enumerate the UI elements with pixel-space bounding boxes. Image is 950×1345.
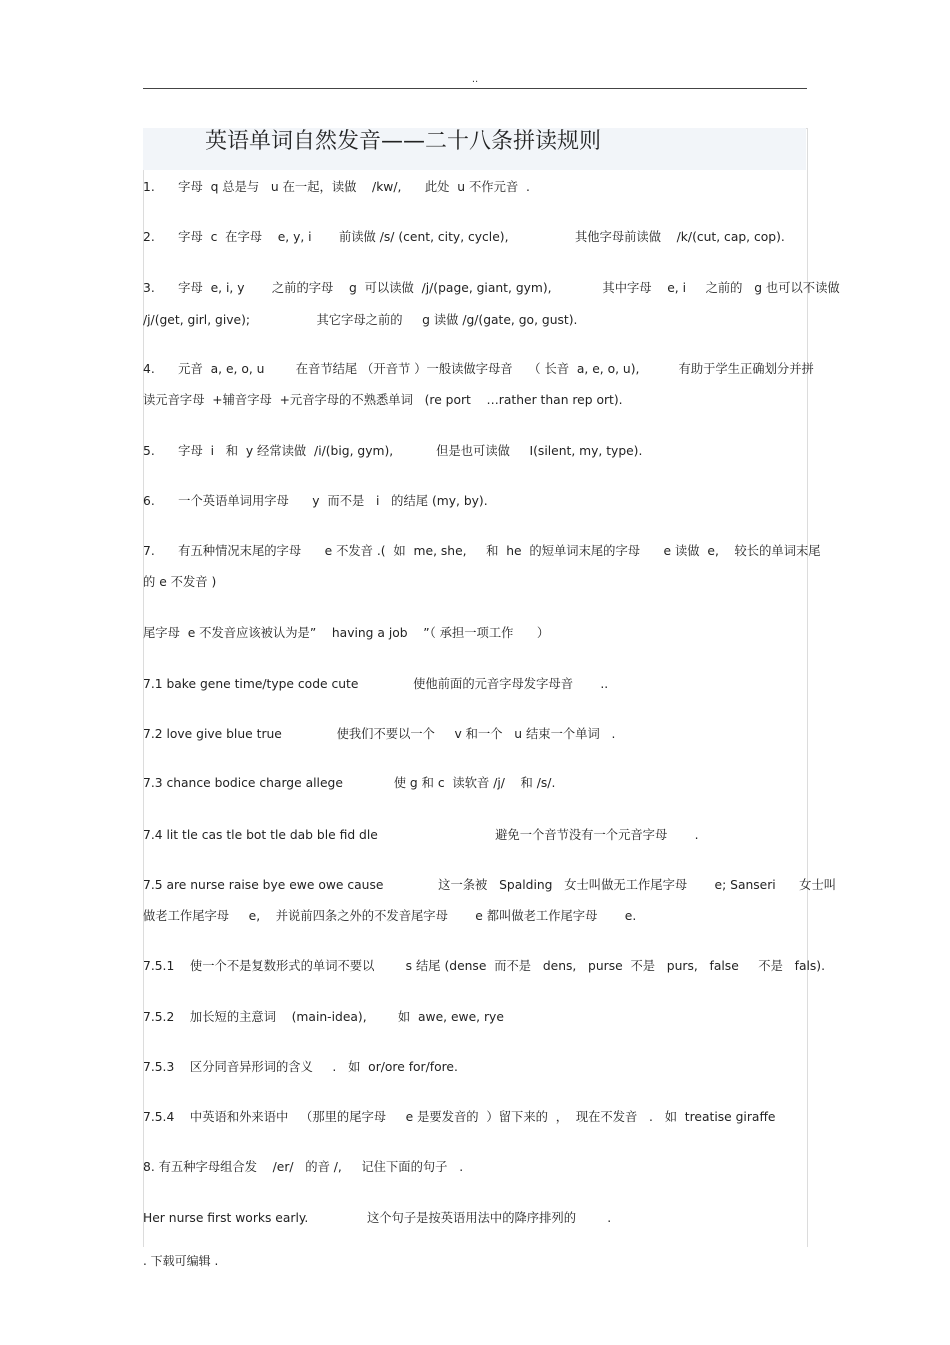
rule-line: 5. 字母 i 和 y 经常读做 /i/(big, gym), 但是也可读做 I(silent, my, type). bbox=[143, 444, 643, 458]
rule-line: 7.4 lit tle cas tle bot tle dab ble fid dle 避免一个音节没有一个元音字母 . bbox=[143, 828, 699, 842]
rule-line: 4. 元音 a, e, o, u 在音节结尾 （开音节 ）一般读做字母音 （ 长音 a, e, o, u), 有助于学生正确划分并拼 bbox=[143, 362, 814, 376]
rule-line: 8. 有五种字母组合发 /er/ 的音 /, 记住下面的句子 . bbox=[143, 1160, 464, 1174]
rule-line: 6. 一个英语单词用字母 y 而不是 i 的结尾 (my, by). bbox=[143, 494, 488, 508]
footer-note: . 下载可编辑 . bbox=[143, 1254, 219, 1268]
rule-line: 1. 字母 q 总是与 u 在一起，读做 /kw/, 此处 u 不作元音 . bbox=[143, 180, 530, 194]
rule-line: 7.5.3 区分同音异形词的含义 . 如 or/ore for/fore. bbox=[143, 1060, 458, 1074]
rule-line: Her nurse first works early. 这个句子是按英语用法中的降序排列的 . bbox=[143, 1211, 612, 1225]
rule-line: 7. 有五种情况末尾的字母 e 不发音 .( 如 me, she, 和 he 的短单词末尾的字母 e 读做 e, 较长的单词末尾 bbox=[143, 544, 821, 558]
rule-line: 7.5.2 加长短的主意词 (main-idea), 如 awe, ewe, rye bbox=[143, 1010, 504, 1024]
rule-line: 的 e 不发音 ) bbox=[143, 575, 217, 589]
header-rule bbox=[143, 88, 807, 89]
rule-line: 做老工作尾字母 e, 并说前四条之外的不发音尾字母 e 都叫做老工作尾字母 e. bbox=[143, 909, 637, 923]
header-mark: .. bbox=[471, 74, 479, 85]
rule-line: 7.3 chance bodice charge allege 使 g 和 c 读软音 /j/ 和 /s/. bbox=[143, 776, 556, 790]
rule-line: 7.1 bake gene time/type code cute 使他前面的元音字母发字母音 .. bbox=[143, 677, 609, 691]
rule-line: 2. 字母 c 在字母 e, y, i 前读做 /s/ (cent, city, cycle), 其他字母前读做 /k/(cut, cap, cop). bbox=[143, 230, 785, 244]
rule-line: 尾字母 e 不发音应该被认为是” having a job ”（ 承担一项工作 ） bbox=[143, 626, 550, 640]
document-title: 英语单词自然发音——二十八条拼读规则 bbox=[204, 129, 601, 154]
rule-line: /j/(get, girl, give); 其它字母之前的 g 读做 /g/(gate, go, gust). bbox=[143, 313, 578, 327]
rule-line: 7.5.4 中英语和外来语中 （那里的尾字母 e 是要发音的 ）留下来的 ， 现在不发音 . 如 treatise giraffe bbox=[143, 1110, 776, 1124]
rule-line: 3. 字母 e, i, y 之前的字母 g 可以读做 /j/(page, giant, gym), 其中字母 e, i 之前的 g 也可以不读做 bbox=[143, 281, 840, 295]
rule-line: 7.5 are nurse raise bye ewe owe cause 这一条被 Spalding 女士叫做无工作尾字母 e; Sanseri 女士叫 bbox=[143, 878, 837, 892]
rule-line: 7.2 love give blue true 使我们不要以一个 v 和一个 u 结束一个单词 . bbox=[143, 727, 616, 741]
rule-line: 7.5.1 使一个不是复数形式的单词不要以 s 结尾 (dense 而不是 dens, purse 不是 purs, false 不是 fals). bbox=[143, 959, 826, 973]
rule-line: 读元音字母 +辅音字母 +元音字母的不熟悉单词 (re port …rather than rep ort). bbox=[143, 393, 623, 407]
